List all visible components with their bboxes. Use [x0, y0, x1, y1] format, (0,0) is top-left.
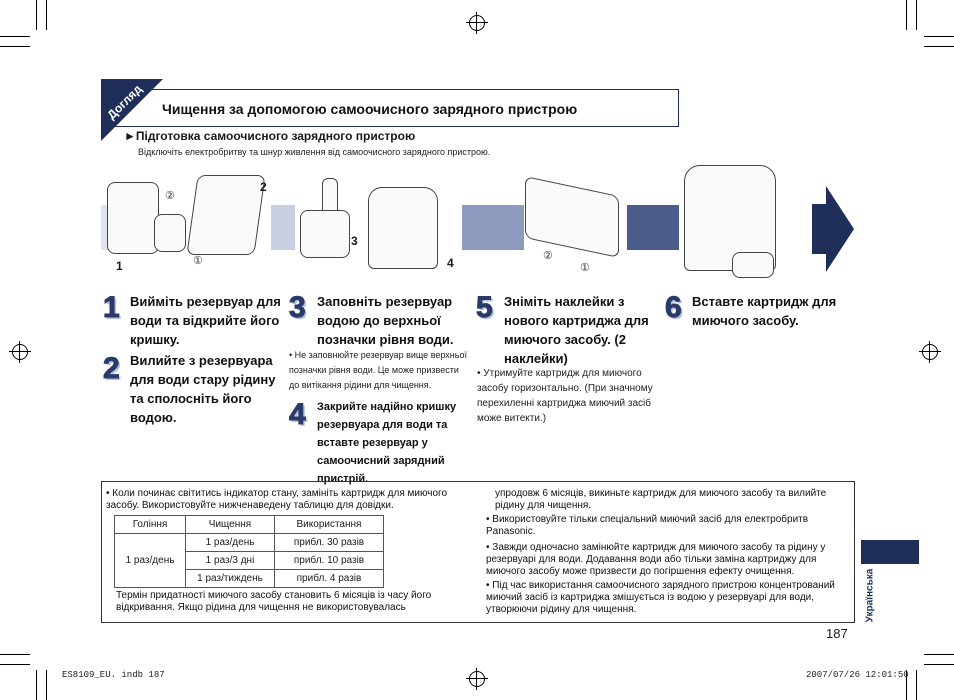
figure-callout-2: ②: [165, 190, 175, 202]
bullet-icon: •: [486, 542, 493, 553]
info-right-2: [486, 514, 848, 538]
figure-callout-1b: ①: [580, 262, 590, 274]
crop-mark: [46, 670, 47, 700]
footer-date: 2007/07/26 12:01:50: [806, 670, 909, 680]
language-label: [861, 568, 881, 630]
table-cell: 1 раз/3 дні: [186, 552, 275, 570]
band-3: [462, 205, 524, 250]
crop-mark: [924, 36, 954, 37]
step-5-note: [477, 366, 661, 426]
table-cell: прибл. 30 разів: [275, 534, 384, 552]
care-tab-label: Догляд: [104, 81, 145, 123]
language-text: Українська: [864, 568, 876, 623]
figure-charger-closed: [368, 187, 438, 269]
crop-mark: [924, 654, 954, 655]
registration-mark: [469, 15, 485, 31]
table-header: Використання: [275, 516, 384, 534]
figure-label-3: 3: [351, 234, 358, 248]
step-number-5: 5: [476, 291, 493, 324]
info-right-4-text: Під час використання самоочисного зарядного пристрою концентрований миючий засіб із картриджа змішується із водою у резервуарі для води, утворюючи рідину для чищення.: [486, 580, 835, 615]
info-right-2-text: Використовуйте тільки спеціальний миючий засіб для електробритв Panasonic.: [486, 514, 809, 537]
crop-mark: [924, 46, 954, 47]
band-4: [627, 205, 679, 250]
table-header-row: [115, 516, 384, 534]
usage-table: [114, 515, 384, 588]
step-number-6: 6: [665, 291, 682, 324]
figure-water-tank: [154, 214, 186, 252]
page-number: 187: [826, 626, 848, 641]
step-text-4: Закрийте надійно кришку резервуара для води та вставте резервуар у самоочисний зарядний пристрій.: [317, 401, 457, 485]
registration-mark: [469, 671, 485, 687]
table-header: Гоління: [115, 516, 186, 534]
info-left-intro: [106, 488, 476, 512]
step-text-6: Вставте картридж для миючого засобу.: [692, 294, 837, 328]
table-cell: прибл. 4 разів: [275, 570, 384, 588]
bullet-icon: •: [106, 488, 113, 499]
info-right-3: [486, 542, 848, 578]
crop-mark: [36, 0, 37, 30]
crop-mark: [0, 654, 30, 655]
step-text-5: Зніміть наклейки з нового картриджа для миючого засобу. (2 наклейки): [504, 294, 649, 366]
table-row: [115, 534, 384, 552]
crop-mark: [0, 46, 30, 47]
figure-callout-1: ①: [193, 255, 203, 267]
figure-charger-open: [107, 182, 159, 254]
figure-label-2: 2: [260, 180, 267, 194]
figure-cartridge: [525, 176, 619, 258]
figure-tank-filling: [300, 210, 350, 258]
crop-mark: [0, 36, 30, 37]
step-number-4: 4: [289, 398, 306, 431]
bullet-icon: •: [289, 350, 295, 360]
info-right-3-text: Завжди одночасно замінюйте картридж для миючого засобу та рідину у резервуарі для води. Додавання води або тільки заміна картриджу для миючого засобу може призвести до погіршення ефекту очищення.: [486, 542, 826, 577]
triangle-bullet-icon: ►: [124, 129, 136, 143]
table-cell: 1 раз/день: [186, 534, 275, 552]
step-text-1: Вийміть резервуар для води та відкрийте його кришку.: [130, 294, 281, 347]
crop-mark: [924, 664, 954, 665]
registration-mark: [922, 344, 938, 360]
crop-mark: [36, 670, 37, 700]
crop-mark: [0, 664, 30, 665]
bullet-icon: •: [477, 368, 484, 379]
crop-mark: [916, 670, 917, 700]
section-title: Чищення за допомогою самоочисного зарядного пристрою: [162, 101, 578, 117]
crop-mark: [46, 0, 47, 30]
footer-file: ES8109_EU. indb 187: [62, 670, 165, 680]
info-left-outro: Термін придатності миючого засобу становить 6 місяців із часу його відкривання. Якщо рідина для чищення не використовувалась: [116, 590, 432, 613]
crop-mark: [916, 0, 917, 30]
subsection-title-text: Підготовка самоочисного зарядного пристрою: [135, 129, 416, 143]
figure-callout-2b: ②: [543, 250, 553, 262]
step-3-note: [289, 348, 467, 393]
bullet-icon: •: [486, 514, 493, 525]
figure-cartridge-insert: [732, 252, 774, 278]
subsection-note: Відключіть електробритву та шнур живлення від самоочисного зарядного пристрою.: [138, 147, 491, 157]
table-cell: 1 раз/тиждень: [186, 570, 275, 588]
info-right-1: упродовж 6 місяців, викиньте картридж для миючого засобу та вилийте рідину для чищення.: [495, 488, 827, 511]
table-cell-shaving: 1 раз/день: [115, 534, 186, 588]
step-number-2: 2: [103, 352, 120, 385]
arrow-right-icon: [812, 186, 854, 272]
table-cell: прибл. 10 разів: [275, 552, 384, 570]
info-left-intro-text: Коли починає світитись індикатор стану, замініть картридж для миючого засобу. Використовуйте нижченаведену таблицю для довідки.: [106, 488, 448, 511]
info-right-4: [486, 580, 848, 616]
step-5-note-text: Утримуйте картридж для миючого засобу горизонтально. (При значному перехиленні картриджа миючий засіб може витекти.): [477, 368, 653, 424]
step-number-1: 1: [103, 291, 120, 324]
figure-label-4: 4: [447, 256, 454, 270]
step-text-3: Заповніть резервуар водою до верхньої позначки рівня води.: [317, 294, 454, 347]
band-2: [271, 205, 295, 250]
subsection-title: [124, 129, 415, 143]
table-header: Чищення: [186, 516, 275, 534]
figure-tank-lid: [186, 175, 265, 255]
step-3-note-text: Не заповнюйте резервуар вище верхньої позначки рівня води. Це може призвести до витікання рідини для чищення.: [289, 350, 467, 390]
step-number-3: 3: [289, 291, 306, 324]
step-text-2: Вилийте з резервуара для води стару рідину та сполосніть його водою.: [130, 353, 276, 425]
registration-mark: [12, 344, 28, 360]
bullet-icon: •: [486, 580, 493, 591]
crop-mark: [906, 0, 907, 30]
figure-label-1: 1: [116, 259, 123, 273]
language-tab: [861, 540, 919, 564]
